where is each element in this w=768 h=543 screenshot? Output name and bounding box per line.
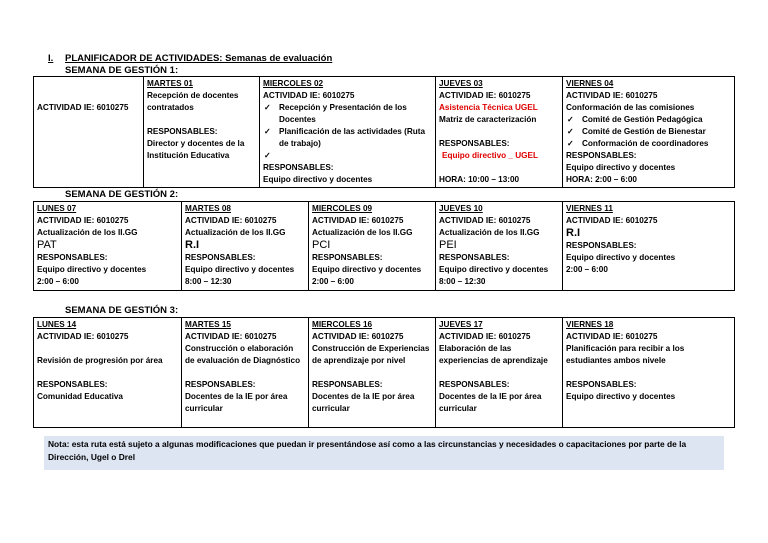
day-heading: LUNES 14 xyxy=(37,320,77,329)
week2-monday-cell xyxy=(34,202,182,291)
day-heading: MARTES 08 xyxy=(185,204,231,213)
activity-code: ACTIVIDAD IE: 6010275 xyxy=(263,91,355,100)
time-range: 2:00 – 6:00 xyxy=(37,277,79,286)
responsables-label: RESPONSABLES: xyxy=(37,253,108,262)
responsables-value: Equipo directivo y docentes xyxy=(312,265,422,274)
responsables-value: Docentes de la IE por área curricular xyxy=(439,392,542,413)
responsables-value: Docentes de la IE por área curricular xyxy=(185,392,288,413)
activity-code: ACTIVIDAD IE: 6010275 xyxy=(312,332,404,341)
checklist-item xyxy=(263,150,432,162)
activity-description: Construcción de Experiencias de aprendizaje por nivel xyxy=(312,344,430,365)
activity-code: ACTIVIDAD IE: 6010275 xyxy=(439,332,531,341)
checkmark-icon: ✓ xyxy=(264,151,271,160)
week2-label: SEMANA DE GESTIÓN 2: xyxy=(65,189,179,200)
activity-code: ACTIVIDAD IE: 6010275 xyxy=(37,216,129,225)
responsables-value: Equipo directivo y docentes xyxy=(566,163,676,172)
week3-thursday-cell xyxy=(436,318,563,428)
checklist-item: ✓ Conformación de coordinadores xyxy=(567,139,709,148)
note-box: Nota: esta ruta está sujeto a algunas modificaciones que puedan ir presentándose así como a las circunstancias y necesidades o capacitaciones por parte de la Dirección, Ugel o Drel xyxy=(44,436,724,470)
document-code: PEI xyxy=(439,239,457,251)
activity-description: Elaboración de las experiencias de aprendizaje xyxy=(439,344,548,365)
responsables-label: RESPONSABLES: xyxy=(439,139,510,148)
checkmark-icon: ✓ xyxy=(264,103,271,112)
checklist-item: ✓ Recepción y Presentación de los Docentes xyxy=(264,103,407,124)
day-heading: VIERNES 11 xyxy=(566,204,613,213)
responsables-label: RESPONSABLES: xyxy=(566,151,637,160)
responsables-value: Equipo directivo y docentes xyxy=(566,253,676,262)
activity-description: Actualización de los II.GG xyxy=(37,228,138,237)
week2-table xyxy=(33,201,735,291)
responsables-label: RESPONSABLES: xyxy=(439,253,510,262)
week1-label: SEMANA DE GESTIÓN 1: xyxy=(65,65,179,76)
week2-friday-cell xyxy=(563,202,735,291)
activity-description: Conformación de las comisiones xyxy=(566,103,695,112)
checkmark-icon: ✓ xyxy=(567,127,574,136)
responsables-value: Equipo directivo y docentes xyxy=(263,175,373,184)
responsables-label: RESPONSABLES: xyxy=(566,380,637,389)
document-code: PAT xyxy=(37,239,57,251)
activity-description: Recepción de docentes contratados xyxy=(147,91,239,112)
time-range: 2:00 – 6:00 xyxy=(312,277,354,286)
highlight-text: Asistencia Técnica UGEL xyxy=(439,103,538,112)
activity-code: ACTIVIDAD IE: 6010275 xyxy=(185,332,277,341)
activity-code: ACTIVIDAD IE: 6010275 xyxy=(185,216,277,225)
activity-description: Construcción o elaboración de evaluación de Diagnóstico xyxy=(185,344,301,365)
checkmark-icon: ✓ xyxy=(567,139,574,148)
week2-tuesday-cell xyxy=(182,202,309,291)
checklist-item: ✓ Comité de Gestión Pedagógica xyxy=(567,115,703,124)
activity-code: ACTIVIDAD IE: 6010275 xyxy=(37,103,129,112)
week1-friday-cell xyxy=(563,77,735,188)
day-heading: MARTES 01 xyxy=(147,79,193,88)
time-range: 8:00 – 12:30 xyxy=(439,277,486,286)
activity-code: ACTIVIDAD IE: 6010275 xyxy=(37,332,129,341)
document-code: PCI xyxy=(312,239,331,251)
week3-tuesday-cell xyxy=(182,318,309,428)
activity-code: ACTIVIDAD IE: 6010275 xyxy=(566,91,658,100)
responsables-label: RESPONSABLES: xyxy=(312,380,383,389)
week2-wednesday-cell xyxy=(309,202,436,291)
day-heading: JUEVES 10 xyxy=(439,204,483,213)
responsables-label: RESPONSABLES: xyxy=(566,241,637,250)
responsables-value: Docentes de la IE por área curricular xyxy=(312,392,415,413)
responsables-label: RESPONSABLES: xyxy=(147,127,218,136)
day-heading: MIERCOLES 09 xyxy=(312,204,373,213)
day-heading: JUEVES 03 xyxy=(439,79,483,88)
week1-thursday-cell xyxy=(436,77,563,188)
responsables-value: Comunidad Educativa xyxy=(37,392,123,401)
activity-code: ACTIVIDAD IE: 6010275 xyxy=(566,332,658,341)
week2-thursday-cell xyxy=(436,202,563,291)
week1-tuesday-cell xyxy=(144,77,260,188)
responsables-value: Equipo directivo _ UGEL xyxy=(442,151,538,160)
week3-monday-cell xyxy=(34,318,182,428)
time-range: HORA: 2:00 – 6:00 xyxy=(566,175,637,184)
document-code: R.I xyxy=(566,227,581,239)
checklist-item: ✓ Comité de Gestión de Bienestar xyxy=(567,127,706,136)
responsables-label: RESPONSABLES: xyxy=(185,253,256,262)
week1-table xyxy=(33,76,735,188)
activity-description: Actualización de los II.GG xyxy=(185,228,286,237)
time-range: 2:00 – 6:00 xyxy=(566,265,608,274)
day-heading: JUEVES 17 xyxy=(439,320,483,329)
responsables-label: RESPONSABLES: xyxy=(185,380,256,389)
responsables-label: RESPONSABLES: xyxy=(37,380,108,389)
day-heading: MIERCOLES 02 xyxy=(263,79,324,88)
week3-table xyxy=(33,317,735,428)
responsables-value: Equipo directivo y docentes xyxy=(439,265,549,274)
activity-description: Actualización de los II.GG xyxy=(312,228,413,237)
activity-code: ACTIVIDAD IE: 6010275 xyxy=(566,216,658,225)
week1-activity-cell xyxy=(34,77,144,188)
activity-description: Revisión de progresión por área xyxy=(37,356,163,365)
activity-description: Actualización de los II.GG xyxy=(439,228,540,237)
responsables-label: RESPONSABLES: xyxy=(312,253,383,262)
activity-code: ACTIVIDAD IE: 6010275 xyxy=(312,216,404,225)
responsables-value: Director y docentes de la Institución Educativa xyxy=(147,139,245,160)
week3-wednesday-cell xyxy=(309,318,436,428)
activity-description: Matriz de caracterización xyxy=(439,115,537,124)
day-heading: MARTES 15 xyxy=(185,320,231,329)
week1-wednesday-cell xyxy=(260,77,436,188)
day-heading: MIERCOLES 16 xyxy=(312,320,373,329)
day-heading: LUNES 07 xyxy=(37,204,77,213)
responsables-value: Equipo directivo y docentes xyxy=(566,392,676,401)
checklist-item: ✓ Planificación de las actividades (Ruta de trabajo) xyxy=(264,127,426,148)
responsables-label: RESPONSABLES: xyxy=(439,380,510,389)
document-code: R.I xyxy=(185,239,200,251)
responsables-label: RESPONSABLES: xyxy=(263,163,334,172)
checkmark-icon: ✓ xyxy=(264,127,271,136)
week3-label: SEMANA DE GESTIÓN 3: xyxy=(65,305,179,316)
responsables-value: Equipo directivo y docentes xyxy=(185,265,295,274)
week3-friday-cell xyxy=(563,318,735,428)
section-title: PLANIFICADOR DE ACTIVIDADES: Semanas de evaluación xyxy=(65,53,333,64)
checkmark-icon: ✓ xyxy=(567,115,574,124)
activity-code: ACTIVIDAD IE: 6010275 xyxy=(439,216,531,225)
time-range: 8:00 – 12:30 xyxy=(185,277,232,286)
day-heading: VIERNES 04 xyxy=(566,79,614,88)
activity-description: Planificación para recibir a los estudiantes ambos nivele xyxy=(566,344,685,365)
responsables-value: Equipo directivo y docentes xyxy=(37,265,147,274)
day-heading: VIERNES 18 xyxy=(566,320,614,329)
time-range: HORA: 10:00 – 13:00 xyxy=(439,175,520,184)
section-roman: I. xyxy=(48,53,54,64)
activity-code: ACTIVIDAD IE: 6010275 xyxy=(439,91,531,100)
